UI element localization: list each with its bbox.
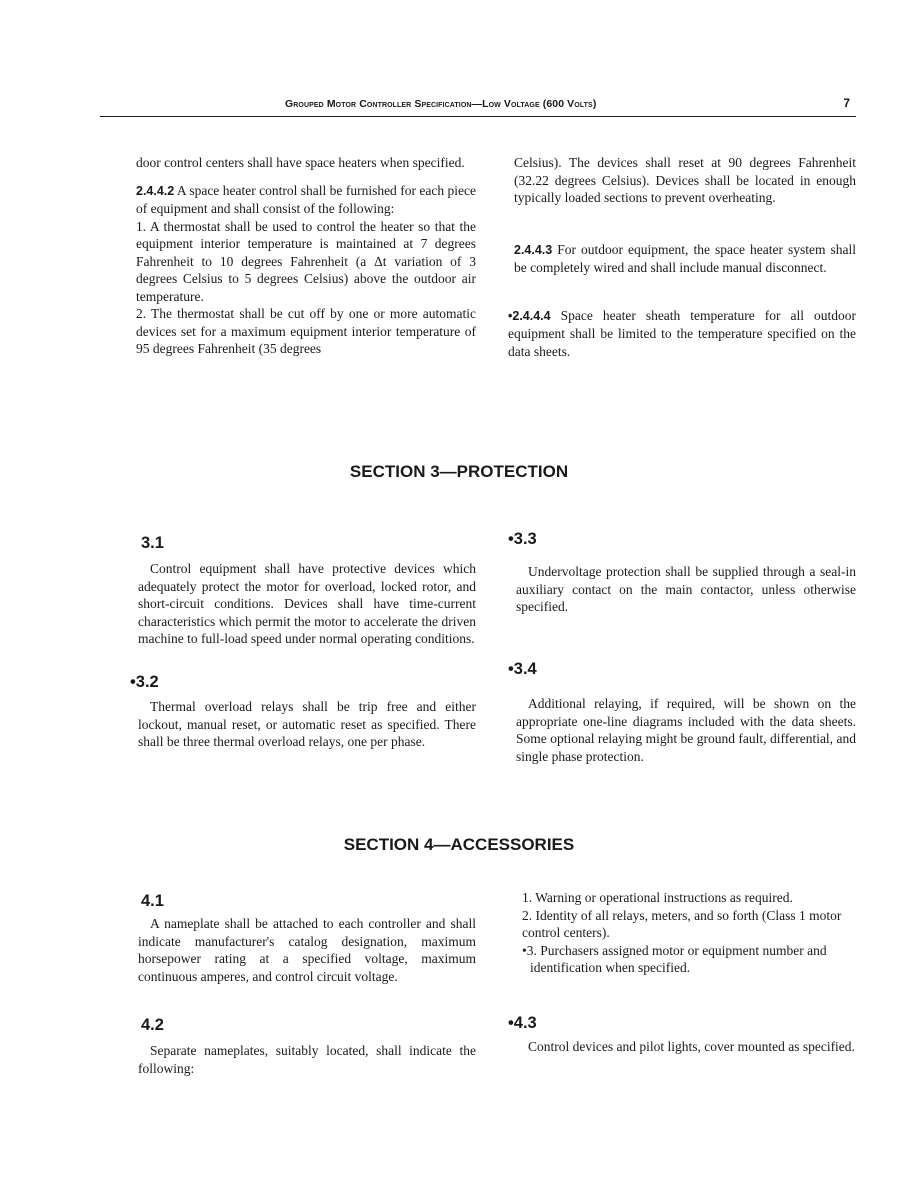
list-item: 1. Warning or operational instructions as required. xyxy=(522,890,793,905)
top-left-column xyxy=(136,154,476,358)
list-item: 2. Identity of all relays, meters, and so forth (Class 1 motor control centers). xyxy=(522,907,842,940)
paragraph-text: For outdoor equipment, the space heater system shall be completely wired and shall include manual disconnect. xyxy=(514,241,856,275)
clause-3-2-text: Thermal overload relays shall be trip free and either lockout, manual reset, or automatic reset as specified. There shall be three thermal overload relays, one per phase. xyxy=(138,699,476,749)
paragraph: 2. The thermostat shall be cut off by one or more automatic devices set for a maximum equipment interior temperature of 95 degrees Fahrenheit (35 degrees xyxy=(136,306,476,356)
clause-number: •2.4.4.4 xyxy=(508,308,551,323)
top-right-column xyxy=(508,154,856,360)
clause-3-4-text: Additional relaying, if required, will be shown on the appropriate one-line diagrams included with the data sheets. Some optional relaying might be ground fault, differential, and single phase protection. xyxy=(516,696,856,764)
clause-4-2-number: 4.2 xyxy=(141,1016,164,1034)
section-3-title: SECTION 3—PROTECTION xyxy=(349,462,569,481)
header-title: Grouped Motor Controller Specification—Low Voltage (600 Volts) xyxy=(285,98,597,110)
clause-4-3-text: Control devices and pilot lights, cover mounted as specified. xyxy=(528,1039,855,1054)
clause-number: 2.4.4.3 xyxy=(514,242,553,257)
clause-4-1-text: A nameplate shall be attached to each controller and shall indicate manufacturer's catalog designation, maximum horsepower rating at a specified voltage, maximum continuous amperes, and control circuit voltage. xyxy=(138,916,476,984)
clause-3-4-number: •3.4 xyxy=(508,660,537,678)
paragraph-2-4-4-4 xyxy=(508,307,856,361)
section-4-title: SECTION 4—ACCESSORIES xyxy=(343,835,575,854)
paragraph: Celsius). The devices shall reset at 90 degrees Fahrenheit (32.22 degrees Celsius). Devices shall be located in enough typically loaded sections to prevent overheating. xyxy=(514,155,856,205)
paragraph-2-4-4-2 xyxy=(136,182,476,218)
nameplate-list xyxy=(514,889,856,977)
running-header xyxy=(100,96,856,117)
paragraph-text: A space heater control shall be furnished for each piece of equipment and shall consist of the following: xyxy=(136,182,476,216)
clause-4-3-number: •4.3 xyxy=(508,1014,537,1032)
clause-3-2-number: •3.2 xyxy=(130,673,159,691)
clause-4-2-text: Separate nameplates, suitably located, shall indicate the following: xyxy=(138,1043,476,1076)
page-number: 7 xyxy=(843,96,850,110)
clause-3-3-text: Undervoltage protection shall be supplied through a seal-in auxiliary contact on the main contactor, unless otherwise specified. xyxy=(516,564,856,614)
clause-4-1-number: 4.1 xyxy=(141,892,164,910)
paragraph-2-4-4-3 xyxy=(514,241,856,277)
clause-3-1-text: Control equipment shall have protective devices which adequately protect the motor for overload, locked rotor, and short-circuit conditions. Devices shall have time-current characteristics which permit the motor to accelerate the driven machine to full-load speed under normal operating conditions. xyxy=(138,561,476,646)
clause-3-3-number: •3.3 xyxy=(508,530,537,548)
clause-3-1-number: 3.1 xyxy=(141,534,164,552)
paragraph: door control centers shall have space heaters when specified. xyxy=(136,155,465,170)
list-item: •3. Purchasers assigned motor or equipment number and identification when specified. xyxy=(522,942,827,975)
paragraph: 1. A thermostat shall be used to control the heater so that the equipment interior temperature is maintained at 7 degrees Fahrenheit to 10 degrees Fahrenheit (a Δt variation of 3 degrees Celsius to 5 degrees Celsius) above the outdoor air temperature. xyxy=(136,218,476,304)
paragraph-text: Space heater sheath temperature for all outdoor equipment shall be limited to the temperature specified on the data sheets. xyxy=(508,307,856,359)
clause-number: 2.4.4.2 xyxy=(136,183,175,198)
